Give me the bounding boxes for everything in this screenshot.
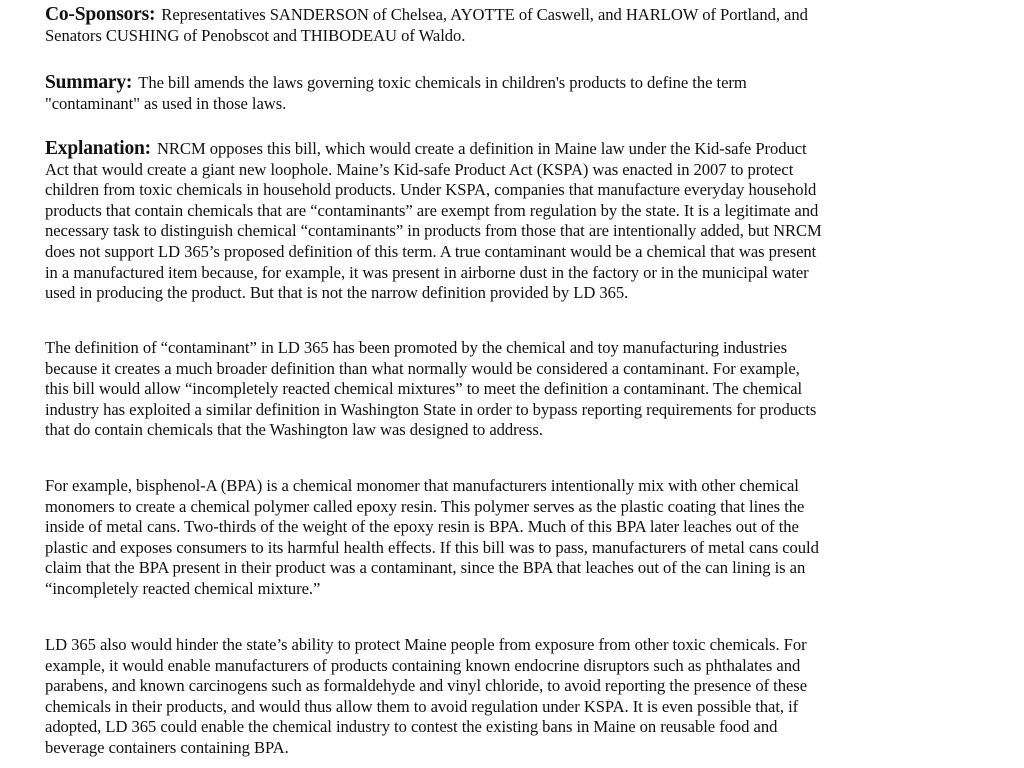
- paragraph-line: LD 365 also would hinder the state’s ability to protect Maine people from exposure from other toxic chemicals. For: [45, 635, 807, 654]
- explanation-line: products that contain chemicals that are “contaminants” are exempt from regulation by the state. It is a legitimate and: [45, 200, 819, 220]
- explanation-line-1: Explanation: NRCM opposes this bill, which would create a definition in Maine law under the Kid-safe Product: [45, 138, 807, 159]
- paragraph-line: that do contain chemicals that the Washington law was designed to address.: [45, 420, 543, 440]
- paragraph-line: adopted, LD 365 could enable the chemical industry to contest the existing bans in Maine on reusable food and: [45, 717, 778, 737]
- explanation-line: used in producing the product. But that is not the narrow definition provided by LD 365.: [45, 283, 629, 303]
- explanation-line: necessary task to distinguish chemical “contaminants” in products from those that are intentionally added, but NRCM: [45, 221, 822, 241]
- paragraph-line: For example, bisphenol-A (BPA) is a chemical monomer that manufacturers intentionally mix with other chemical: [45, 476, 799, 495]
- paragraph-line: industry has exploited a similar definition in Washington State in order to bypass reporting requirements for products: [45, 399, 817, 419]
- paragraph-line: this bill would allow “incompletely reacted chemical mixtures” to meet the definition a contaminant. The chemical: [45, 379, 803, 399]
- explanation-section: [45, 139, 995, 304]
- paragraph-line: claim that the BPA present in their product was a contaminant, since the BPA that leaches out of the can lining is an: [45, 558, 806, 578]
- explanation-line: children from toxic chemicals in household products. Under KSPA, companies that manufacture everyday household: [45, 180, 817, 200]
- paragraph-line: beverage containers containing BPA.: [45, 737, 289, 757]
- paragraph-bpa-example: [45, 476, 995, 600]
- cosponsors-heading: Co-Sponsors:: [45, 4, 156, 25]
- explanation-line: in a manufactured item because, for example, it was present in airborne dust in the factory or in the municipal water: [45, 262, 809, 282]
- paragraph-line: “incompletely reacted chemical mixture.”: [45, 578, 321, 598]
- cosponsors-line-2: Senators CUSHING of Penobscot and THIBODEAU of Waldo.: [45, 25, 466, 45]
- paragraph-line: inside of metal cans. Two-thirds of the weight of the epoxy resin is BPA. Much of this BPA later leaches out of the: [45, 517, 799, 537]
- paragraph-other-chemicals: [45, 635, 995, 759]
- summary-line-1: Summary: The bill amends the laws governing toxic chemicals in children's products to define the term: [45, 72, 747, 93]
- paragraph-contaminant-definition: [45, 338, 995, 441]
- summary-heading: Summary:: [45, 72, 133, 93]
- cosponsors-section: [45, 5, 995, 46]
- paragraph-line: parabens, and known carcinogens such as formaldehyde and vinyl chloride, to avoid reporting the presence of these: [45, 676, 808, 696]
- cosponsors-line-1: Co-Sponsors: Representatives SANDERSON of Chelsea, AYOTTE of Caswell, and HARLOW of Portland, and: [45, 4, 808, 25]
- summary-section: [45, 73, 995, 114]
- explanation-line: Act that would create a giant new loophole. Maine’s Kid-safe Product Act (KSPA) was enacted in 2007 to protect: [45, 159, 794, 179]
- paragraph-line: monomers to create a chemical polymer called epoxy resin. This polymer serves as the plastic coating that lines the: [45, 496, 805, 516]
- summary-line-2: "contaminant" as used in those laws.: [45, 93, 287, 113]
- explanation-heading: Explanation:: [45, 138, 151, 159]
- paragraph-line: example, it would enable manufacturers of products containing known endocrine disruptors such as phthalates and: [45, 655, 801, 675]
- paragraph-line: The definition of “contaminant” in LD 365 has been promoted by the chemical and toy manufacturing industries: [45, 338, 788, 357]
- paragraph-line: chemicals in their products, and would thus allow them to avoid regulation under KSPA. It is even possible that, if: [45, 696, 799, 716]
- paragraph-line: because it creates a much broader definition than what normally would be considered a contaminant. For example,: [45, 358, 800, 378]
- paragraph-line: plastic and exposes consumers to its harmful health effects. If this bill was to pass, manufacturers of metal cans could: [45, 537, 819, 557]
- explanation-line: does not support LD 365’s proposed definition of this term. A true contaminant would be a chemical that was present: [45, 241, 817, 261]
